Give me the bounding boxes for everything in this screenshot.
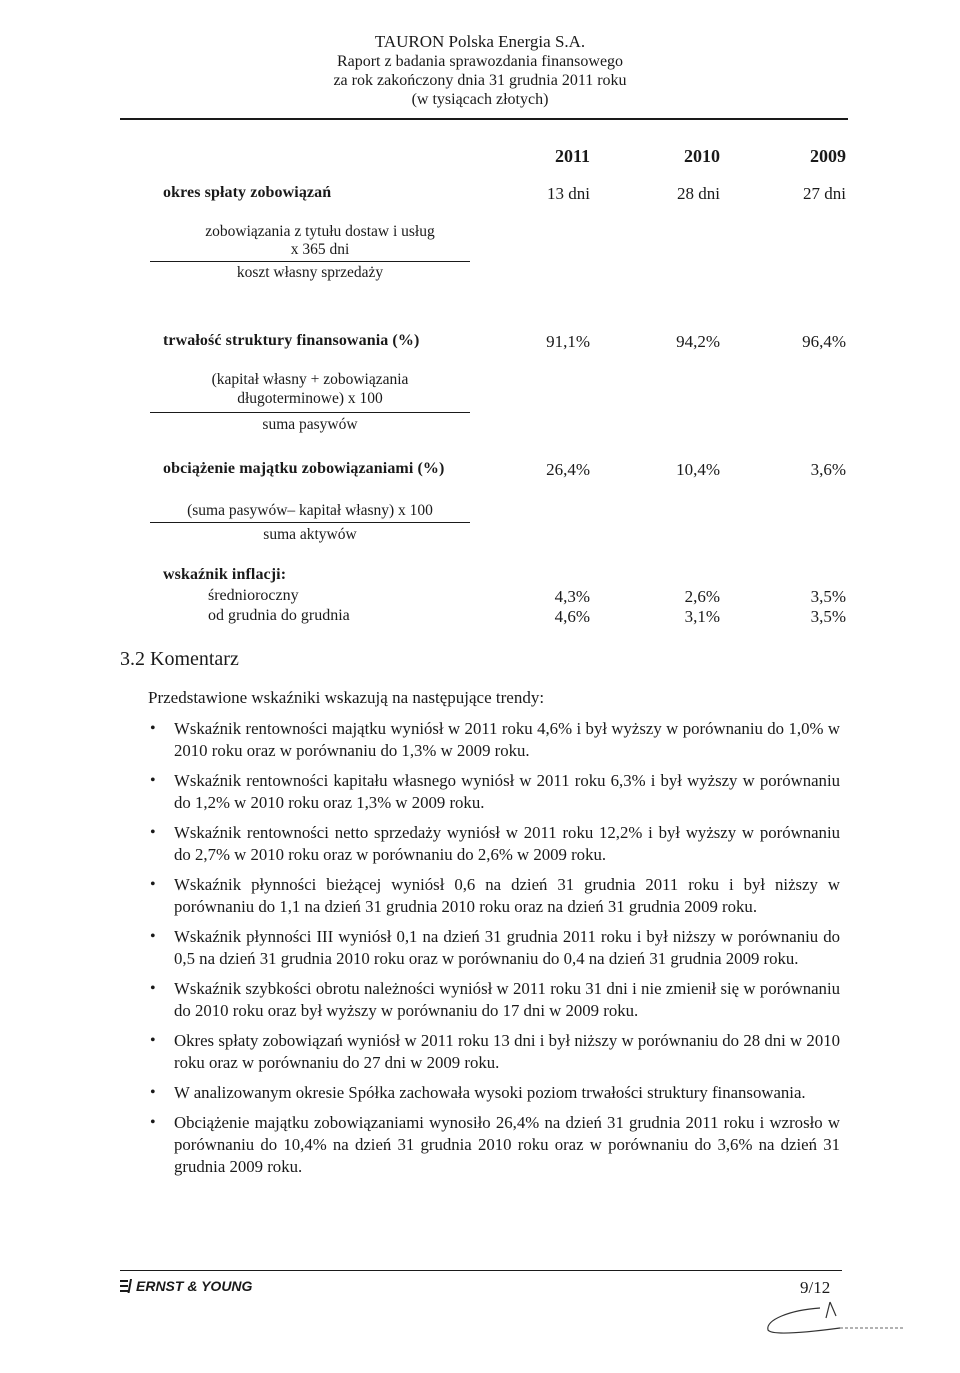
payables-denominator: koszt własny sprzedaży: [236, 264, 384, 281]
bullet-text: Wskaźnik szybkości obrotu należności wyniósł w 2011 roku 31 dni i nie zmienił się w porównaniu do 2010 roku oraz był wyższy w porównaniu do 17 dni w 2009 roku.: [174, 979, 840, 1020]
bullet-icon: •: [150, 928, 156, 945]
bullet-icon: •: [150, 824, 156, 841]
payables-2011: 13 dni: [547, 184, 590, 203]
list-item: [148, 978, 840, 1022]
list-item: [148, 1112, 840, 1178]
debt-load-label: obciążenie majątku zobowiązaniami (%): [163, 460, 445, 477]
bullet-text: Okres spłaty zobowiązań wyniósł w 2011 roku 13 dni i był niższy w porównaniu do 28 dni w 2010 roku oraz w porównaniu do 27 dni w 2009 roku.: [174, 1031, 840, 1072]
list-item: [148, 770, 840, 814]
payables-fraction-line: [150, 261, 470, 262]
debt-load-2010: 10,4%: [676, 460, 720, 479]
debt-load-2011: 26,4%: [546, 460, 590, 479]
section-number: 3.2: [120, 648, 145, 670]
year-2010: 2010: [684, 146, 720, 166]
trend-bullet-list: [148, 718, 840, 1186]
stability-numerator-2: długoterminowe) x 100: [237, 390, 383, 407]
bullet-text: Obciążenie majątku zobowiązaniami wynosiło 26,4% na dzień 31 grudnia 2011 roku i wzrosło w porównaniu do 10,4% na dzień 31 grudnia 2010 roku oraz w porównaniu do 3,6% na dzień 31 grudnia 2009 roku.: [174, 1113, 840, 1176]
ey-logo: [120, 1278, 252, 1294]
payables-2009: 27 dni: [803, 184, 846, 203]
section-title: Komentarz: [150, 648, 239, 670]
stability-numerator-1: (kapitał własny + zobowiązania: [211, 371, 409, 388]
bullet-text: Wskaźnik rentowności netto sprzedaży wyniósł w 2011 roku 12,2% i był wyższy w porównaniu do 2,7% w 2010 roku oraz w porównaniu do 2,6% w 2009 roku.: [174, 823, 840, 864]
list-item: [148, 1082, 840, 1104]
page-number: 9/12: [800, 1278, 831, 1297]
bullet-icon: •: [150, 772, 156, 789]
inflation-row-label: od grudnia do grudnia: [208, 607, 350, 624]
inflation-dec-2009: 3,5%: [810, 607, 846, 626]
bullet-text: W analizowanym okresie Spółka zachowała wysoki poziom trwałości struktury finansowania.: [174, 1083, 806, 1102]
bullet-icon: •: [150, 1114, 156, 1131]
inflation-dec-2011: 4,6%: [554, 607, 590, 626]
bullet-icon: •: [150, 876, 156, 893]
bullet-icon: •: [150, 720, 156, 737]
bullet-text: Wskaźnik płynności bieżącej wyniósł 0,6 na dzień 31 grudnia 2011 roku i był niższy w porównaniu do 1,1 na dzień 31 grudnia 2010 roku oraz na dzień 31 grudnia 2009 roku.: [174, 875, 840, 916]
report-period: za rok zakończony dnia 31 grudnia 2011 roku: [333, 72, 627, 89]
stability-2009: 96,4%: [802, 332, 846, 351]
stability-2010: 94,2%: [676, 332, 720, 351]
report-title: Raport z badania sprawozdania finansowego: [336, 53, 624, 70]
payables-label: okres spłaty zobowiązań: [163, 184, 332, 201]
inflation-row-label: średnioroczny: [208, 587, 299, 604]
list-item: [148, 1030, 840, 1074]
footer-rule: [120, 1270, 842, 1271]
stability-2011: 91,1%: [546, 332, 590, 351]
inflation-label: wskaźnik inflacji:: [163, 566, 287, 583]
debt-load-2009: 3,6%: [810, 460, 846, 479]
bullet-text: Wskaźnik rentowności majątku wyniósł w 2011 roku 4,6% i był wyższy w porównaniu do 1,0% w 2010 roku oraz w porównaniu do 1,3% w 2009 roku.: [174, 719, 840, 760]
list-item: [148, 926, 840, 970]
section-heading: [120, 648, 239, 671]
bullet-icon: •: [150, 1084, 156, 1101]
year-2009: 2009: [810, 146, 846, 166]
year-2011: 2011: [554, 146, 590, 166]
list-item: [148, 718, 840, 762]
bullet-text: Wskaźnik płynności III wyniósł 0,1 na dzień 31 grudnia 2011 roku i był niższy w porównaniu do 0,5 na dzień 31 grudnia 2010 roku oraz w porównaniu do 0,4 na dzień 31 grudnia 2009 roku.: [174, 927, 840, 968]
inflation-avg-2011: 4,3%: [554, 587, 590, 606]
stability-denominator: suma pasywów: [262, 416, 358, 433]
inflation-dec-2010: 3,1%: [684, 607, 720, 626]
payables-numerator-1: zobowiązania z tytułu dostaw i usług: [205, 223, 435, 240]
debt-load-numerator: (suma pasywów– kapitał własny) x 100: [187, 502, 433, 519]
stability-label: trwałość struktury finansowania (%): [163, 332, 420, 349]
handwritten-initials-icon: [760, 1298, 910, 1338]
stability-fraction-line: [150, 412, 470, 413]
inflation-avg-2010: 2,6%: [684, 587, 720, 606]
bullet-text: Wskaźnik rentowności kapitału własnego wyniósł w 2011 roku 6,3% i był wyższy w porównaniu do 1,2% w 2010 roku oraz 1,3% w 2009 roku.: [174, 771, 840, 812]
list-item: [148, 822, 840, 866]
ey-logo-text: ERNST & YOUNG: [136, 1278, 253, 1294]
payables-2010: 28 dni: [677, 184, 720, 203]
debt-load-fraction-line: [150, 522, 470, 523]
list-item: [148, 874, 840, 918]
debt-load-denominator: suma aktywów: [263, 526, 357, 543]
payables-numerator-2: x 365 dni: [290, 241, 350, 258]
report-units: (w tysiącach złotych): [411, 91, 549, 108]
ey-logo-mark-icon: [120, 1279, 134, 1293]
bullet-icon: •: [150, 1032, 156, 1049]
inflation-avg-2009: 3,5%: [810, 587, 846, 606]
header-rule: [120, 118, 848, 120]
bullet-icon: •: [150, 980, 156, 997]
company-name: TAURON Polska Energia S.A.: [374, 32, 586, 51]
section-intro: Przedstawione wskaźniki wskazują na następujące trendy:: [148, 688, 545, 707]
